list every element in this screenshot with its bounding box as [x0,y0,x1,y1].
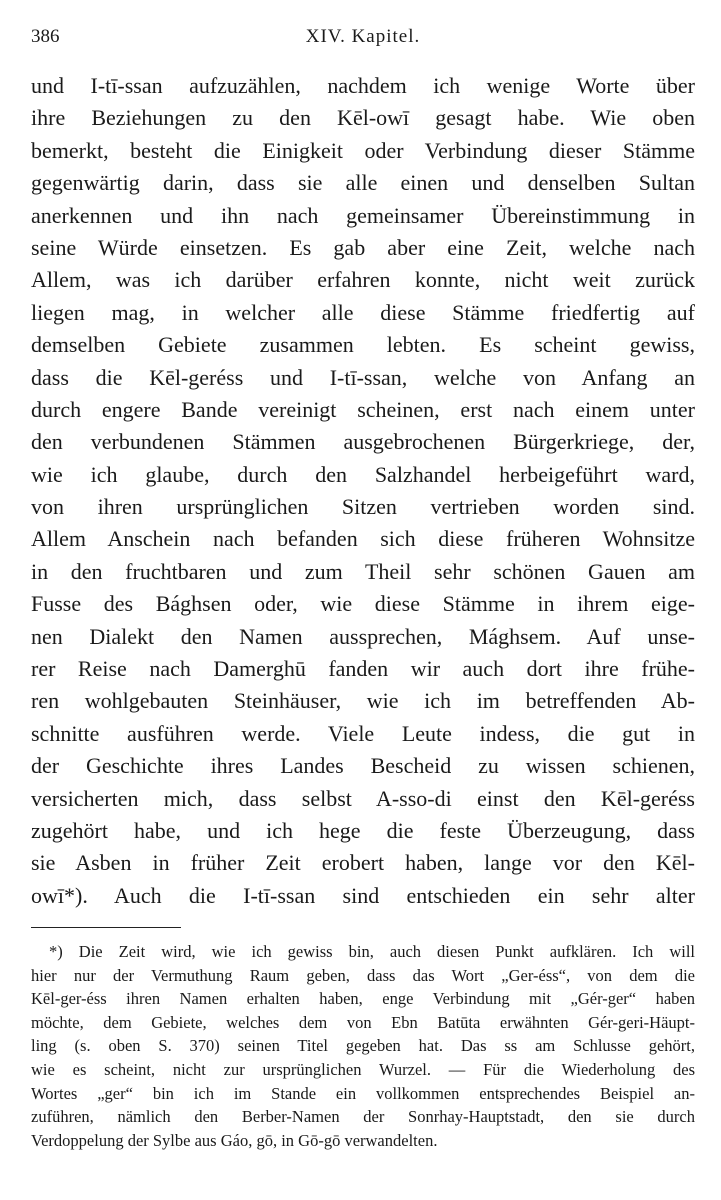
main-text [31,70,695,912]
text-line: Allem Anschein nach befanden sich diese früheren Wohnsitze [31,526,695,552]
footnote-divider [31,927,181,928]
text-line: versicherten mich, dass selbst A-sso-di einst den Kēl-geréss [31,785,695,811]
text-line: ihre Beziehungen zu den Kēl-owī gesagt habe. Wie oben [31,105,695,131]
text-line: bemerkt, besteht die Einigkeit oder Verbindung dieser Stämme [31,137,695,163]
text-line: liegen mag, in welcher alle diese Stämme friedfertig auf [31,299,695,325]
text-line: sie Asben in früher Zeit erobert haben, lange vor den Kēl- [31,850,695,876]
text-line: den verbundenen Stämmen ausgebrochenen Bürgerkriege, der, [31,429,695,455]
text-line: und I-tī-ssan aufzuzählen, nachdem ich wenige Worte über [31,73,695,98]
footnote-line: Wortes „ger“ bin ich im Stande ein vollkommen entsprechendes Beispiel an- [31,1083,695,1103]
text-line: seine Würde einsetzen. Es gab aber eine Zeit, welche nach [31,234,695,260]
text-line: wie ich glaube, durch den Salzhandel herbeigeführt ward, [31,461,695,487]
footnote-line: möchte, dem Gebiete, welches dem von Ebn Batūta erwähnten Gér-geri-Häupt- [31,1012,695,1032]
book-page [31,26,695,1150]
text-line: demselben Gebiete zusammen lebten. Es scheint gewiss, [31,332,695,358]
text-line: der Geschichte ihres Landes Bescheid zu wissen schienen, [31,753,695,779]
text-line: Allem, was ich darüber erfahren konnte, nicht weit zurück [31,267,695,293]
text-line: dass die Kēl-geréss und I-tī-ssan, welche von Anfang an [31,364,695,390]
text-line: anerkennen und ihn nach gemeinsamer Übereinstimmung in [31,202,695,228]
footnote-line: Verdoppelung der Sylbe aus Gáo, gō, in Gō-gō verwandelten. [31,1130,438,1150]
text-line: von ihren ursprünglichen Sitzen vertrieben worden sind. [31,494,695,520]
text-line: zugehört habe, und ich hege die feste Überzeugung, dass [31,817,695,843]
footnote [31,940,695,1152]
footnote-line: wie es scheint, nicht zur ursprünglichen Wurzel. — Für die Wiederholung des [31,1059,695,1079]
text-line: in den fruchtbaren und zum Theil sehr schönen Gauen am [31,558,695,584]
text-line: durch engere Bande vereinigt scheinen, erst nach einem unter [31,396,695,422]
footnote-line: *) Die Zeit wird, wie ich gewiss bin, auch diesen Punkt aufklären. Ich will [49,942,695,961]
text-line: ren wohlgebauten Steinhäuser, wie ich im betreffenden Ab- [31,688,695,714]
page-number: 386 [31,26,60,47]
text-line: schnitte ausführen werde. Viele Leute indess, die gut in [31,720,695,746]
text-line: nen Dialekt den Namen aussprechen, Mághsem. Auf unse- [31,623,695,649]
footnote-line: ling (s. oben S. 370) seinen Titel gegeben hat. Das ss am Schlusse gehört, [31,1036,695,1056]
running-title: XIV. Kapitel. [305,26,421,47]
page-header [31,26,695,56]
text-line: Fusse des Bághsen oder, wie diese Stämme in ihrem eige- [31,591,695,617]
footnote-line: hier nur der Vermuthung Raum geben, dass das Wort „Ger-éss“, von dem die [31,965,695,985]
footnote-line: zuführen, nämlich den Berber-Namen der Sonrhay-Hauptstadt, den sie durch [31,1107,695,1127]
text-line: owī*). Auch die I-tī-ssan sind entschieden ein sehr alter [31,882,695,908]
footnote-line: Kēl-ger-éss ihren Namen erhalten haben, enge Verbindung mit „Gér-ger“ haben [31,989,695,1009]
text-line: rer Reise nach Damerghū fanden wir auch dort ihre frühe- [31,656,695,682]
text-line: gegenwärtig darin, dass sie alle einen und denselben Sultan [31,170,695,196]
